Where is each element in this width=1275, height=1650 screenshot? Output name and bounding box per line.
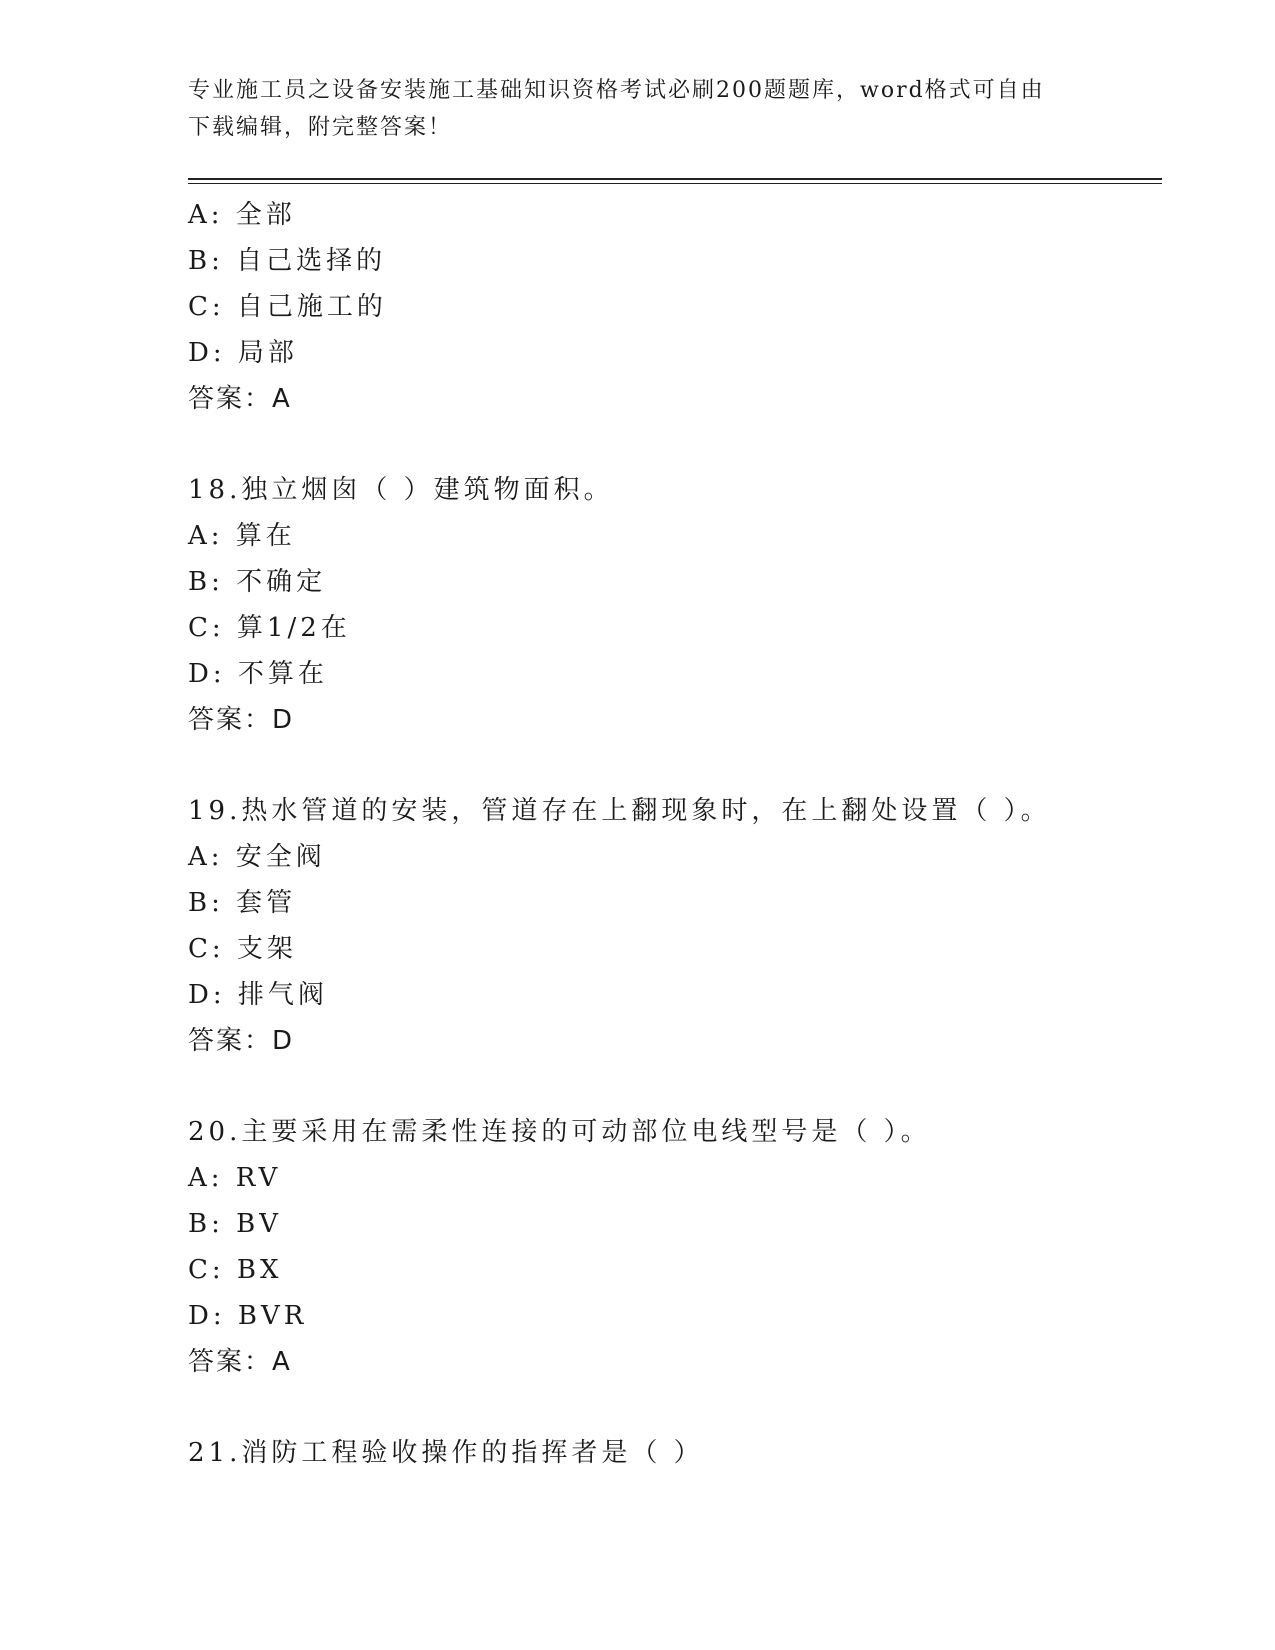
- answer-line: 答案：D: [188, 705, 295, 735]
- question-stem: 19.热水管道的安装，管道存在上翻现象时，在上翻处设置（ ）。: [188, 796, 1051, 826]
- question-spacer: [188, 422, 1168, 467]
- question-spacer: [188, 743, 1168, 788]
- document-header: [188, 72, 1088, 146]
- option-c: C: 支架: [188, 934, 297, 964]
- question-spacer: [188, 1064, 1168, 1109]
- option-d: D: 局部: [188, 338, 298, 368]
- question-20: [188, 1109, 1168, 1385]
- option-c: C: 算1/2在: [188, 613, 351, 643]
- answer-line: 答案：A: [188, 1347, 292, 1377]
- answer-line: 答案：A: [188, 384, 292, 414]
- option-a: A: RV: [188, 1163, 282, 1193]
- question-17: [188, 192, 1168, 422]
- option-b: B: BV: [188, 1209, 283, 1239]
- option-b: B: 自己选择的: [188, 246, 387, 276]
- question-21: [188, 1430, 1168, 1476]
- answer-line: 答案：D: [188, 1026, 295, 1056]
- option-a: A: 全部: [188, 200, 296, 230]
- question-stem: 20.主要采用在需柔性连接的可动部位电线型号是（ ）。: [188, 1117, 931, 1147]
- option-b: B: 套管: [188, 888, 297, 918]
- question-stem: 18.独立烟囱（ ）建筑物面积。: [188, 475, 614, 505]
- option-d: D: 不算在: [188, 659, 328, 689]
- option-c: C: 自己施工的: [188, 292, 387, 322]
- question-18: [188, 467, 1168, 743]
- header-divider-thin: [188, 183, 1162, 184]
- question-19: [188, 788, 1168, 1064]
- option-d: D: BVR: [188, 1301, 308, 1331]
- question-spacer: [188, 1385, 1168, 1430]
- option-b: B: 不确定: [188, 567, 327, 597]
- option-d: D: 排气阀: [188, 980, 328, 1010]
- option-c: C: BX: [188, 1255, 283, 1285]
- header-title-line-2: 下载编辑，附完整答案！: [188, 115, 453, 140]
- option-a: A: 算在: [188, 521, 296, 551]
- option-a: A: 安全阀: [188, 842, 326, 872]
- question-stem: 21.消防工程验收操作的指挥者是（ ）: [188, 1438, 704, 1468]
- header-divider-thick: [188, 178, 1162, 180]
- header-title-line-1: 专业施工员之设备安装施工基础知识资格考试必刷200题题库，word格式可自由: [188, 78, 1045, 103]
- question-list: [188, 192, 1168, 1476]
